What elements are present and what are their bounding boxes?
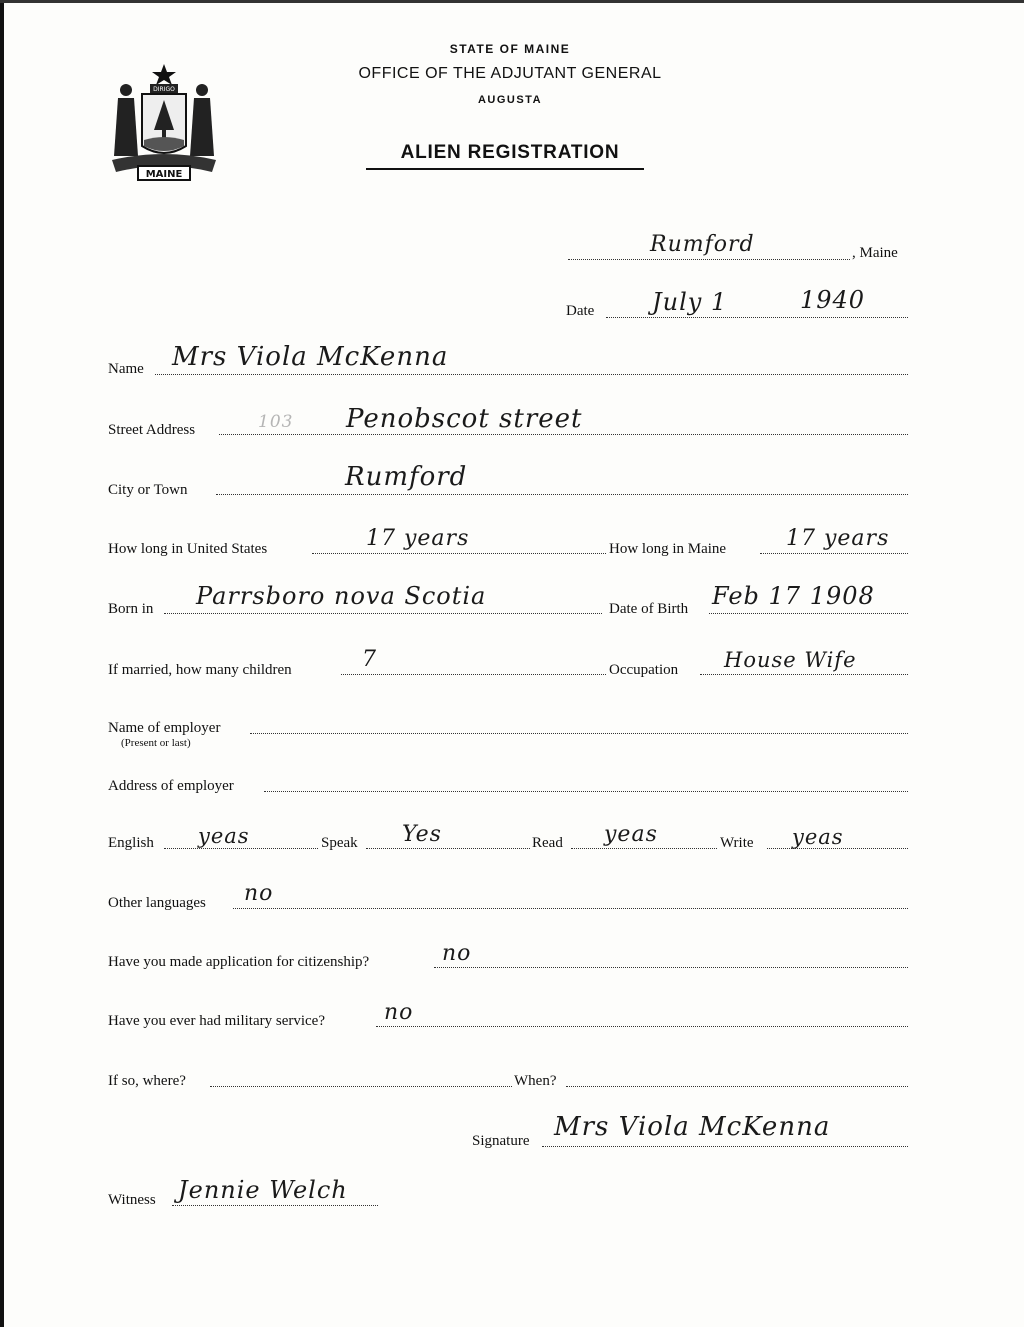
- other-languages-label: Other languages: [108, 895, 206, 911]
- witness-line: [172, 1205, 378, 1206]
- how-long-maine-value[interactable]: 17 years: [786, 526, 890, 551]
- date-of-birth-value[interactable]: Feb 17 1908: [712, 582, 875, 610]
- street-address-label: Street Address: [108, 422, 196, 438]
- form-title-underline: [366, 168, 644, 170]
- employer-address-line[interactable]: [264, 791, 908, 792]
- name-value[interactable]: Mrs Viola McKenna: [172, 342, 449, 372]
- born-in-label: Born in: [108, 601, 154, 617]
- citizenship-line: [434, 967, 908, 968]
- city-value[interactable]: Rumford: [345, 462, 468, 492]
- name-label: Name: [108, 361, 144, 377]
- if-so-where-line[interactable]: [210, 1086, 512, 1087]
- if-so-where-label: If so, where?: [108, 1073, 186, 1089]
- scan-border-left: [0, 0, 4, 1327]
- seal-motto: DIRIGO: [153, 86, 175, 93]
- street-address-line: [219, 434, 908, 435]
- other-languages-line: [233, 908, 908, 909]
- seal-mariner-figure: [190, 98, 214, 156]
- header-state: STATE OF MAINE: [449, 42, 571, 56]
- how-long-maine-line: [760, 553, 908, 554]
- seal-mariner-head: [196, 84, 208, 96]
- seal-tree-trunk: [162, 130, 166, 138]
- seal-banner-text: MAINE: [145, 169, 183, 180]
- born-in-value[interactable]: Parrsboro nova Scotia: [196, 582, 487, 610]
- read-value[interactable]: yeas: [604, 822, 658, 847]
- maine-state-seal: [108, 60, 220, 188]
- occupation-value[interactable]: House Wife: [724, 648, 857, 672]
- children-line: [341, 674, 606, 675]
- seal-farmer-figure: [114, 98, 138, 156]
- military-line: [376, 1026, 908, 1027]
- born-in-line: [164, 613, 602, 614]
- scan-border-top: [0, 0, 1024, 3]
- write-label: Write: [720, 835, 754, 851]
- when-label: When?: [514, 1073, 557, 1089]
- witness-value[interactable]: Jennie Welch: [178, 1176, 348, 1204]
- when-line[interactable]: [566, 1086, 908, 1087]
- military-value[interactable]: no: [384, 1000, 414, 1025]
- street-value[interactable]: Penobscot street: [346, 404, 583, 434]
- date-line: [606, 317, 908, 318]
- speak-label: Speak: [321, 835, 358, 851]
- employer-name-label: Name of employer: [108, 720, 221, 736]
- read-line: [571, 848, 717, 849]
- employer-address-label: Address of employer: [108, 778, 234, 794]
- how-long-us-value[interactable]: 17 years: [366, 526, 470, 551]
- children-label: If married, how many children: [108, 662, 292, 678]
- citizenship-label: Have you made application for citizenship?: [108, 954, 370, 970]
- name-line: [155, 374, 908, 375]
- form-title: ALIEN REGISTRATION: [400, 142, 620, 163]
- english-line: [164, 848, 318, 849]
- occupation-line: [700, 674, 908, 675]
- speak-value[interactable]: Yes: [402, 822, 442, 847]
- seal-star-icon: [152, 64, 176, 85]
- signature-value[interactable]: Mrs Viola McKenna: [554, 1112, 831, 1142]
- english-value[interactable]: yeas: [198, 824, 250, 848]
- english-label: English: [108, 835, 154, 851]
- date-month-day-value[interactable]: July 1: [652, 288, 728, 316]
- city-line: [216, 494, 908, 495]
- city-label: City or Town: [108, 482, 188, 498]
- children-value[interactable]: 7: [362, 647, 377, 672]
- write-value[interactable]: yeas: [792, 825, 844, 849]
- place-line: [568, 259, 850, 260]
- state-suffix-label: , Maine: [852, 245, 898, 261]
- signature-line: [542, 1146, 908, 1147]
- read-label: Read: [532, 835, 563, 851]
- street-number-value[interactable]: 103: [258, 412, 294, 432]
- occupation-label: Occupation: [609, 662, 679, 678]
- employer-name-line[interactable]: [250, 733, 908, 734]
- employer-note: (Present or last): [121, 737, 191, 749]
- how-long-us-line: [312, 553, 606, 554]
- military-label: Have you ever had military service?: [108, 1013, 325, 1029]
- date-label: Date: [566, 303, 595, 319]
- place-value[interactable]: Rumford: [650, 232, 755, 257]
- how-long-us-label: How long in United States: [108, 541, 268, 557]
- date-of-birth-line: [709, 613, 908, 614]
- seal-farmer-head: [120, 84, 132, 96]
- witness-label: Witness: [108, 1192, 156, 1208]
- how-long-maine-label: How long in Maine: [609, 541, 727, 557]
- citizenship-value[interactable]: no: [442, 941, 472, 966]
- other-languages-value[interactable]: no: [244, 881, 274, 906]
- speak-line: [366, 848, 530, 849]
- signature-label: Signature: [472, 1133, 530, 1149]
- header-city: AUGUSTA: [477, 94, 543, 106]
- date-year-value[interactable]: 1940: [800, 286, 866, 314]
- date-of-birth-label: Date of Birth: [609, 601, 689, 617]
- header-office: OFFICE OF THE ADJUTANT GENERAL: [358, 65, 662, 82]
